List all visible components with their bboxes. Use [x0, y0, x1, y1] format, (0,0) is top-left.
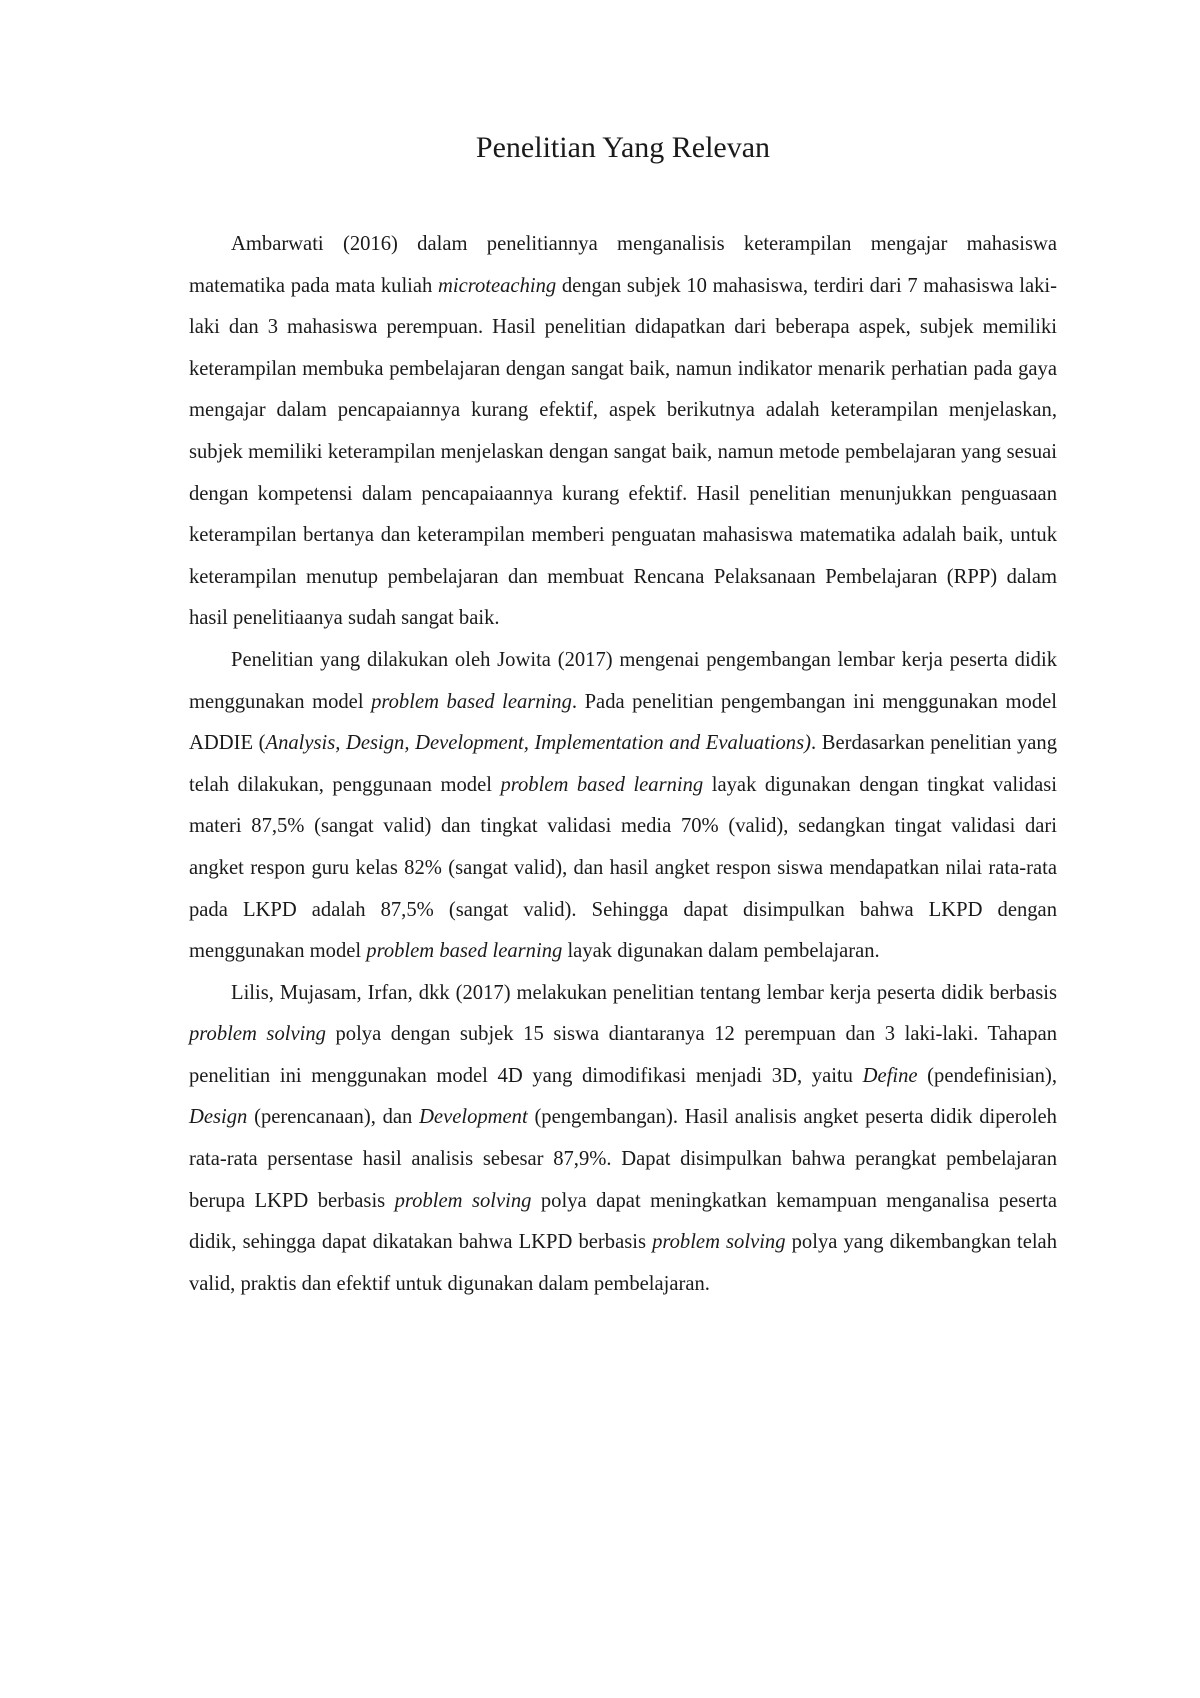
paragraph-text: (perencanaan), dan — [247, 1106, 420, 1129]
italic-term: problem based learning — [500, 773, 704, 796]
italic-term: problem solving — [394, 1189, 532, 1212]
paragraph-text: polya yang dikembangkan telah valid, praktis dan efektif untuk digunakan dalam pembelajaran. — [189, 1231, 1057, 1295]
paragraph-text: polya dengan subjek 15 siswa diantaranya 12 perempuan dan 3 laki-laki. Tahapan penelitian ini menggunakan model 4D yang dimodifikasi menjadi 3D, yaitu — [189, 1023, 1058, 1087]
italic-term: Development — [419, 1106, 528, 1129]
page-title: Penelitian Yang Relevan — [475, 131, 771, 164]
italic-term: Design — [189, 1106, 248, 1129]
paragraph-text: (pendefinisian), — [917, 1064, 1057, 1087]
paragraph-text: dengan subjek 10 mahasiswa, terdiri dari 7 mahasiswa laki-laki dan 3 mahasiswa perempuan. Hasil penelitian didapatkan dari beberapa aspek, subjek memiliki keterampilan membuka pembelajaran dengan sangat baik, namun indikator menarik perhatian pada gaya mengajar dalam pencapaiannya kurang efektif, aspek berikutnya adalah keterampilan menjelaskan, subjek memiliki keterampilan menjelaskan dengan sangat baik, namun metode pembelajaran yang sesuai dengan kompetensi dalam pencapaiaannya kurang efektif. Hasil penelitian menunjukkan penguasaan keterampilan bertanya dan keterampilan memberi penguatan mahasiswa matematika adalah baik, untuk keterampilan menutup pembelajaran dan membuat Rencana Pelaksanaan Pembelajaran (RPP) dalam hasil penelitiaanya sudah sangat baik. — [189, 274, 1057, 630]
italic-term: microteaching — [437, 274, 557, 297]
paragraph-text: Penelitian yang dilakukan oleh Jowita (2017) mengenai pengembangan lembar kerja peserta didik menggunakan model — [189, 648, 1057, 713]
paragraph-text: . Berdasarkan penelitian yang telah dilakukan, penggunaan model — [189, 732, 1058, 796]
italic-term: problem based learning — [366, 940, 563, 963]
body-paragraph — [189, 640, 1057, 973]
paragraph-text: (pengembangan). Hasil analisis angket peserta didik diperoleh rata-rata persentase hasil analisis sebesar 87,9%. Dapat disimpulkan bahwa perangkat pembelajaran berupa LKPD berbasis — [189, 1106, 1057, 1212]
body-paragraph — [189, 973, 1057, 1306]
paragraph-text: Lilis, Mujasam, Irfan, dkk (2017) melakukan penelitian tentang lembar kerja peserta didik berbasis — [231, 981, 1057, 1004]
italic-term: Define — [862, 1064, 918, 1087]
italic-term: problem solving — [189, 1023, 326, 1046]
paragraph-text: layak digunakan dengan tingkat validasi materi 87,5% (sangat valid) dan tingkat validasi media 70% (valid), sedangkan tingat validasi dari angket respon guru kelas 82% (sangat valid), dan hasil angket respon siswa mendapatkan nilai rata-rata pada LKPD adalah 87,5% (sangat valid). Sehingga dapat disimpulkan bahwa LKPD dengan menggunakan model — [189, 773, 1057, 963]
paragraph-text: polya dapat meningkatkan kemampuan menganalisa peserta didik, sehingga dapat dikatakan bahwa LKPD berbasis — [189, 1189, 1057, 1254]
document-body — [189, 224, 1057, 1305]
body-paragraph — [189, 224, 1057, 640]
italic-term: problem solving — [652, 1231, 786, 1254]
italic-term: Analysis, Design, Development, Implementation and Evaluations) — [265, 732, 811, 755]
document-page — [189, 128, 1057, 1305]
italic-term: problem based learning — [371, 690, 572, 713]
paragraph-text: . Pada penelitian pengembangan ini menggunakan model ADDIE ( — [189, 690, 1057, 755]
paragraph-text: Ambarwati (2016) dalam penelitiannya menganalisis keterampilan mengajar mahasiswa matematika pada mata kuliah — [189, 233, 1057, 297]
paragraph-text: layak digunakan dalam pembelajaran. — [562, 940, 880, 963]
